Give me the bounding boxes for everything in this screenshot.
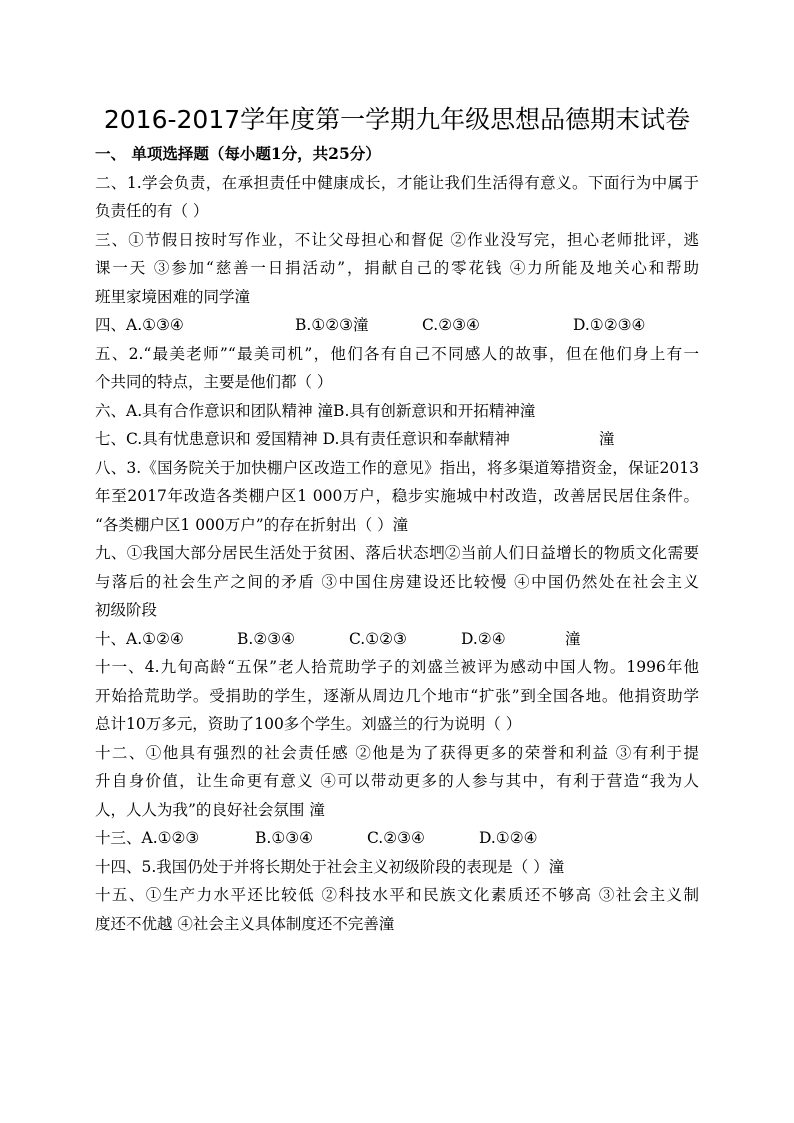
question-3-text: 八、3.《国务院关于加快棚户区改造工作的意见》指出，将多渠道筹措资金，保证2013 <box>95 458 699 477</box>
option-d: D.②④ <box>461 629 506 648</box>
question-5-text: 十四、5.我国仍处于并将长期处于社会主义初级阶段的表现是（ ）潼 <box>95 857 565 876</box>
option-d: D.①②④ <box>479 829 538 847</box>
trailing-glyph: 潼 <box>599 430 615 448</box>
option-c: C.②③④ <box>367 829 425 847</box>
question-3-statements: 九、①我国大部分居民生活处于贫困、落后状态垇②当前人们日益增长的物质文化需要 <box>95 544 699 562</box>
option-b: B.①②③潼 <box>295 316 369 334</box>
option-a: 十三、A.①②③ <box>95 829 200 847</box>
question-5-statements-cont: 度还不优越 ④社会主义具体制度还不完善潼 <box>95 914 395 933</box>
question-2-text: 五、2.“最美老师”“最美司机”，他们各有自己不同感人的故事，但在他们身上有一 <box>95 344 699 363</box>
trailing-glyph: 潼 <box>565 629 581 648</box>
question-4-options <box>95 824 699 853</box>
question-2-text-cont: 个共同的特点，主要是他们都（ ） <box>95 373 333 391</box>
question-1-statements: 三、①节假日按时写作业，不让父母担心和督促 ②作业没写完，担心老师批评，逃 <box>95 230 699 249</box>
option-b: B.①③④ <box>255 829 314 847</box>
question-4-statements-cont: 升自身价值，让生命更有意义 ④可以带动更多的人参与其中，有利于营造“我为人 <box>95 772 699 790</box>
page-title: 2016-2017学年度第一学期九年级思想品德期末试卷 <box>103 105 691 134</box>
question-2-options-ab: 六、A.具有合作意识和团队精神 潼B.具有创新意识和开拓精神潼 <box>95 401 536 420</box>
question-3-text-cont: 年至2017年改造各类棚户区1 000万户，稳步实施城中村改造，改善居民居住条件。 <box>95 487 699 505</box>
question-2-options-cd <box>95 425 699 454</box>
option-a: 四、A.①③④ <box>95 316 184 334</box>
option-b: B.②③④ <box>237 629 296 648</box>
exam-body <box>95 140 699 938</box>
options-c-d: 七、C.具有忧患意识和 爱国精神 D.具有责任意识和奉献精神 <box>95 430 510 448</box>
option-a: 十、A.①②④ <box>95 629 184 648</box>
question-4-text: 十一、4.九旬高龄“五保”老人拾荒助学子的刘盛兰被评为感动中国人物。1996年他 <box>95 658 699 676</box>
question-5-statements: 十五、①生产力水平还比较低 ②科技水平和民族文化素质还不够高 ③社会主义制 <box>95 886 699 904</box>
question-4-text-end: 总计10万多元，资助了100多个学生。刘盛兰的行为说明（ ） <box>95 715 522 733</box>
question-4-statements-end: 人，人人为我”的良好社会氛围 潼 <box>95 800 325 819</box>
option-c: C.①②③ <box>349 629 407 648</box>
question-3-statements-cont: 与落后的社会生产之间的矛盾 ③中国住房建设还比较慢 ④中国仍然处在社会主义 <box>95 572 699 591</box>
question-3-statements-end: 初级阶段 <box>95 601 158 619</box>
option-d: D.①②③④ <box>573 316 646 334</box>
question-3-text-end: “各类棚户区1 000万户”的存在折射出（ ）潼 <box>95 515 409 534</box>
question-3-options <box>95 625 699 654</box>
option-c: C.②③④ <box>422 316 480 334</box>
question-1-statements-end: 班里家境困难的同学潼 <box>95 287 251 306</box>
question-1-text-cont: 负责任的有（ ） <box>95 202 209 220</box>
question-1-statements-cont: 课一天 ③参加“慈善一日捐活动”，捐献自己的零花钱 ④力所能及地关心和帮助 <box>95 259 699 277</box>
question-1-options <box>95 311 699 340</box>
question-4-statements: 十二、①他具有强烈的社会责任感 ②他是为了获得更多的荣誉和利益 ③有利于提 <box>95 743 699 762</box>
question-4-text-cont: 开始拾荒助学。受捐助的学生，逐渐从周边几个地市“扩张”到全国各地。他捐资助学 <box>95 686 699 705</box>
section-heading: 一、 单项选择题（每小题1分，共25分） <box>95 144 381 163</box>
question-1-text: 二、1.学会负责，在承担责任中健康成长，才能让我们生活得有意义。下面行为中属于 <box>95 173 699 192</box>
